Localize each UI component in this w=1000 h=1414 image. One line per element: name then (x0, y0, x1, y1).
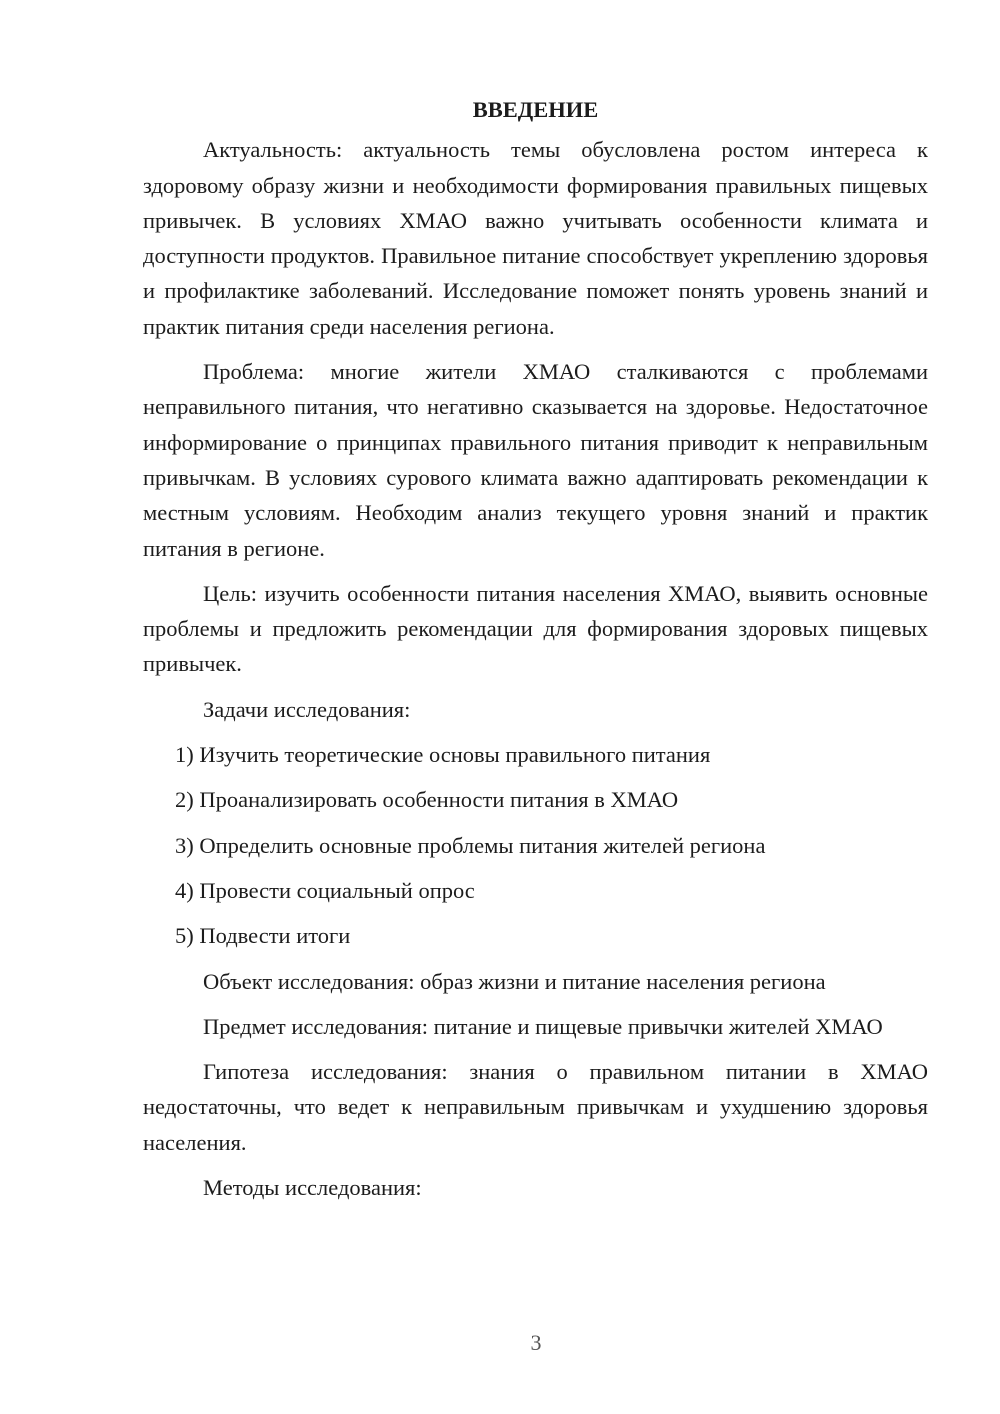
problem-paragraph: Проблема: многие жители ХМАО сталкиваются с проблемами неправильного питания, что негативно сказывается на здоровье. Недостаточное информирование о принципах правильного питания приводит к неправильным привычкам. В условиях сурового климата важно адаптировать рекомендации к местным условиям. Необходим анализ текущего уровня знаний и практик питания в регионе. (143, 359, 928, 561)
subject-paragraph: Предмет исследования: питание и пищевые привычки жителей ХМАО (203, 1013, 883, 1039)
hypothesis-paragraph: Гипотеза исследования: знания о правильном питании в ХМАО недостаточны, что ведет к неправильным привычкам и ухудшению здоровья населения. (143, 1059, 928, 1155)
list-item: 2) Проанализировать особенности питания в ХМАО (175, 787, 679, 813)
list-item: 1) Изучить теоретические основы правильного питания (175, 742, 711, 768)
tasks-heading: Задачи исследования: (203, 696, 411, 722)
list-item: 4) Провести социальный опрос (175, 877, 475, 903)
object-paragraph: Объект исследования: образ жизни и питание населения региона (203, 968, 826, 994)
methods-heading: Методы исследования: (203, 1175, 422, 1201)
section-heading: ВВЕДЕНИЕ (472, 97, 599, 122)
relevance-paragraph: Актуальность: актуальность темы обусловлена ростом интереса к здоровому образу жизни и необходимости формирования правильных пищевых привычек. В условиях ХМАО важно учитывать особенности климата и доступности продуктов. Правильное питание способствует укреплению здоровья и профилактике заболеваний. Исследование поможет понять уровень знаний и практик питания среди населения региона. (143, 137, 928, 339)
list-item: 5) Подвести итоги (175, 923, 351, 949)
list-item: 3) Определить основные проблемы питания жителей региона (175, 832, 766, 858)
page-number: 3 (530, 1330, 542, 1355)
document-page (143, 92, 928, 1215)
tasks-list (143, 737, 928, 953)
goal-paragraph: Цель: изучить особенности питания населения ХМАО, выявить основные проблемы и предложить рекомендации для формирования здоровых пищевых привычек. (143, 580, 928, 677)
